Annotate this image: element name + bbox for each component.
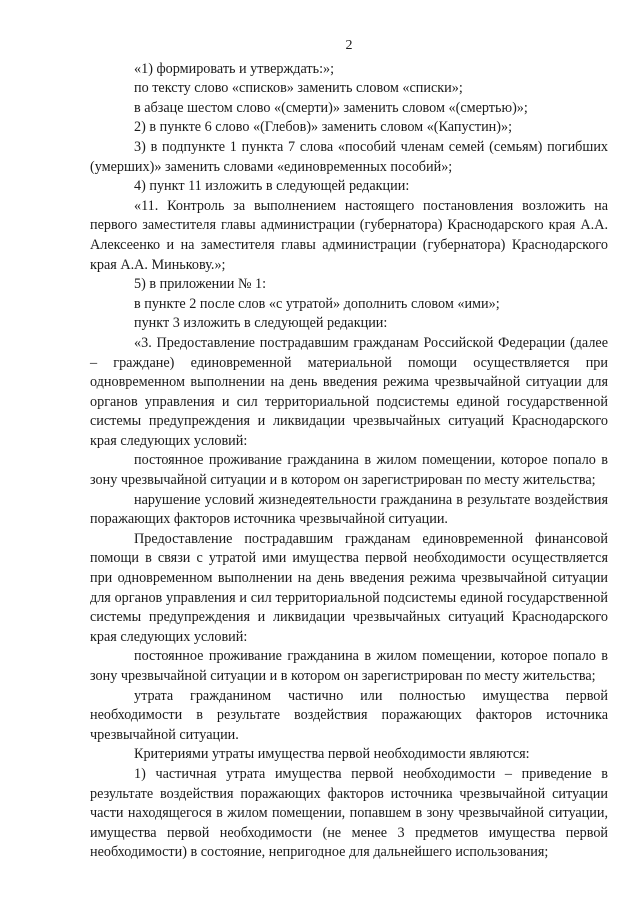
paragraph-5: 3) в подпункте 1 пункта 7 слова «пособий членам семей (семьям) погибших (умерших)» заменить словами «единовременных пособий»; — [90, 138, 608, 175]
paragraph-8: 5) в приложении № 1: — [134, 276, 267, 293]
paragraph-10: пункт 3 изложить в следующей редакции: — [134, 315, 388, 332]
page-number: 2 — [345, 38, 353, 53]
paragraph-14: Предоставление пострадавшим гражданам единовременной финансовой помощи в связи с утратой ими имущества первой необходимости осуществляется при одновременном выполнении на день введения режима чрезвычайной ситуации для органов управления и сил территориальной подсистемы единой государственной системы предупреждения и ликвидации чрезвычайных ситуаций Краснодарского края следующих условий: — [90, 530, 608, 645]
paragraph-16: утрата гражданином частично или полностью имущества первой необходимости в результате воздействия поражающих факторов источника чрезвычайной ситуации. — [90, 687, 608, 743]
paragraph-2: по тексту слово «списков» заменить словом «списки»; — [134, 80, 463, 97]
paragraph-4: 2) в пункте 6 слово «(Глебов)» заменить словом «(Капустин)»; — [134, 119, 513, 136]
paragraph-12: постоянное проживание гражданина в жилом помещении, которое попало в зону чрезвычайной ситуации и в котором он зарегистрирован по месту жительства; — [90, 452, 608, 489]
paragraph-18: 1) частичная утрата имущества первой необходимости – приведение в результате воздействия поражающих факторов источника чрезвычайной ситуации части находящегося в жилом помещении, попавшем в зону чрезвычайной ситуации, имущества первой необходимости (не менее 3 предметов имущества первой необходимости) в состояние, непригодное для дальнейшего использования; — [90, 765, 608, 861]
paragraph-17: Критериями утраты имущества первой необходимости являются: — [134, 746, 530, 763]
paragraph-9: в пункте 2 после слов «с утратой» дополнить словом «ими»; — [134, 295, 500, 312]
paragraph-6: 4) пункт 11 изложить в следующей редакции: — [134, 178, 410, 195]
document-page — [90, 36, 608, 863]
paragraph-7: «11. Контроль за выполнением настоящего постановления возложить на первого заместителя главы администрации (губернатора) Краснодарского края А.А. Алексеенко и на заместителя главы администрации (губернатора) Краснодарского края А.А. Минькову.»; — [90, 197, 608, 273]
paragraph-11: «3. Предоставление пострадавшим гражданам Российской Федерации (далее – граждане) единовременной материальной помощи осуществляется при одновременном выполнении на день введения режима чрезвычайной ситуации для органов управления и сил территориальной подсистемы единой государственной системы предупреждения и ликвидации чрезвычайных ситуаций Краснодарского края следующих условий: — [90, 334, 608, 449]
paragraph-3: в абзаце шестом слово «(смерти)» заменить словом «(смертью)»; — [134, 99, 528, 116]
paragraph-15: постоянное проживание гражданина в жилом помещении, которое попало в зону чрезвычайной ситуации и в котором он зарегистрирован по месту жительства; — [90, 648, 608, 684]
paragraph-13: нарушение условий жизнедеятельности гражданина в результате воздействия поражающих факторов источника чрезвычайной ситуации. — [90, 491, 608, 528]
paragraph-1: «1) формировать и утверждать:»; — [134, 60, 335, 77]
